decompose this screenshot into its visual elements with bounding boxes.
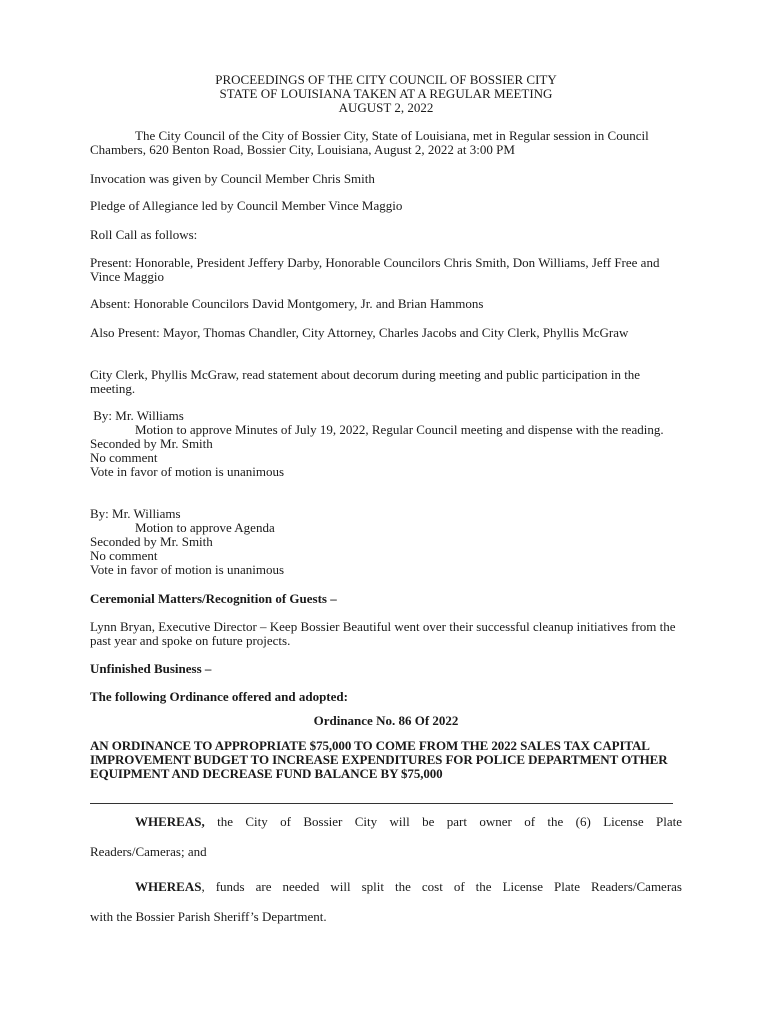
horizontal-rule [90,803,673,804]
ceremonial-heading: Ceremonial Matters/Recognition of Guests – [90,591,337,606]
motion-seconded: Seconded by Mr. Smith [90,436,213,451]
ordinance-offered-line: The following Ordinance offered and adopted: [90,689,348,704]
intro-paragraph: The City Council of the City of Bossier City, State of Louisiana, met in Regular session in Council Chambers, 620 Benton Road, Bossier City, Louisiana, August 2, 2022 at 3:00 PM [90,128,649,157]
roll-call-line: Roll Call as follows: [90,227,198,242]
whereas-keyword: WHEREAS, [135,814,205,829]
document-header [90,73,682,115]
header-line-2: STATE OF LOUISIANA TAKEN AT A REGULAR MEETING [219,86,553,101]
header-line-3: AUGUST 2, 2022 [338,100,434,115]
invocation-line: Invocation was given by Council Member Chris Smith [90,171,375,186]
motion-by: By: Mr. Williams [90,506,181,521]
whereas-continuation: with the Bossier Parish Sheriff’s Department. [90,909,327,924]
motion-text: Motion to approve Agenda [135,520,275,535]
whereas-continuation: Readers/Cameras; and [90,844,207,859]
whereas-clause-2 [90,880,682,924]
motion-vote: Vote in favor of motion is unanimous [90,562,285,577]
ceremonial-paragraph: Lynn Bryan, Executive Director – Keep Bossier Beautiful went over their successful cleanup initiatives from the past year and spoke on future projects. [90,619,676,648]
whereas-text: , funds are needed will split the cost of the License Plate Readers/Cameras [201,879,682,894]
motion-comment: No comment [90,450,158,465]
motion-agenda [90,507,682,577]
also-present-paragraph: Also Present: Mayor, Thomas Chandler, City Attorney, Charles Jacobs and City Clerk, Phyllis McGraw [90,325,629,340]
ordinance-title: AN ORDINANCE TO APPROPRIATE $75,000 TO COME FROM THE 2022 SALES TAX CAPITAL IMPROVEMENT BUDGET TO INCREASE EXPENDITURES FOR POLICE DEPARTMENT OTHER EQUIPMENT AND DECREASE FUND BALANCE BY $75,000 [90,738,668,781]
clerk-statement-paragraph: City Clerk, Phyllis McGraw, read statement about decorum during meeting and public participation in the meeting. [90,367,641,396]
unfinished-business-heading: Unfinished Business – [90,661,212,676]
header-line-1: PROCEEDINGS OF THE CITY COUNCIL OF BOSSIER CITY [215,72,557,87]
motion-vote: Vote in favor of motion is unanimous [90,464,285,479]
absent-line: Absent: Honorable Councilors David Montgomery, Jr. and Brian Hammons [90,296,484,311]
motion-comment: No comment [90,548,158,563]
whereas-clause-1 [90,815,682,859]
motion-seconded: Seconded by Mr. Smith [90,534,213,549]
whereas-text: the City of Bossier City will be part owner of the (6) License Plate [217,814,683,829]
motion-minutes [90,409,682,479]
ordinance-number: Ordinance No. 86 Of 2022 [313,713,459,728]
pledge-line: Pledge of Allegiance led by Council Member Vince Maggio [90,198,403,213]
present-paragraph: Present: Honorable, President Jeffery Darby, Honorable Councilors Chris Smith, Don Williams, Jeff Free and Vince Maggio [90,255,660,284]
motion-by: By: Mr. Williams [90,408,184,423]
motion-text: Motion to approve Minutes of July 19, 2022, Regular Council meeting and dispense with the reading. [135,422,664,437]
whereas-keyword: WHEREAS [135,879,202,894]
